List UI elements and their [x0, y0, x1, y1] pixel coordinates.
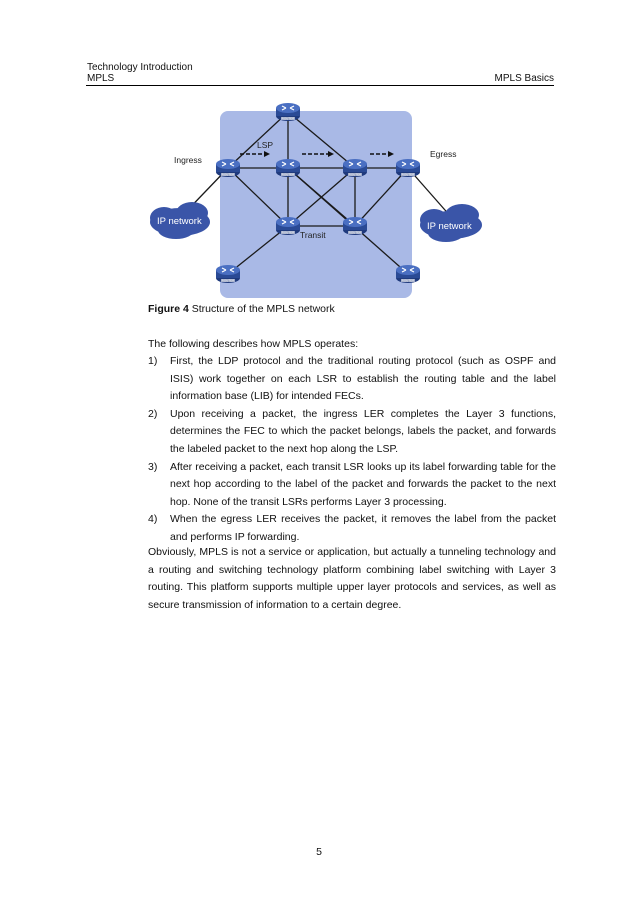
step-number: 2) — [148, 407, 158, 420]
figure-caption-prefix: Figure 4 — [148, 303, 189, 315]
step-text: When the egress LER receives the packet, it removes the label from the packet and performs IP forwarding. — [170, 513, 556, 543]
conclusion-paragraph: Obviously, MPLS is not a service or application, but actually a tunneling technology and a routing and switching technology platform combining label switching with Layer 3 routing. This platform supports multiple upper layer protocols and services, as well as secure transmission of information to a certain degree. — [148, 546, 556, 611]
mpls-domain-area — [220, 111, 412, 298]
steps-list — [148, 353, 556, 547]
list-item — [148, 511, 556, 546]
step-number: 1) — [148, 355, 158, 367]
list-item — [148, 406, 556, 459]
step-text: Upon receiving a packet, the ingress LER completes the Layer 3 functions, determines the FEC to which the packet belongs, labels the packet, and forwards the labeled packet to the next hop along the LSP. — [170, 407, 556, 455]
figure-caption-text: Structure of the MPLS network — [188, 303, 335, 315]
ip-network-right-label: IP network — [427, 221, 472, 232]
router-label: ROUTER — [401, 278, 415, 283]
router-label: ROUTER — [401, 172, 415, 177]
step-text: First, the LDP protocol and the traditional routing protocol (such as OSPF and ISIS) work together on each LSR to establish the routing table and the label information base (LIB) for intended FECs. — [170, 355, 556, 403]
list-item — [148, 459, 556, 512]
router-label: ROUTER — [281, 116, 295, 121]
header-left: MPLS — [87, 73, 115, 84]
network-diagram — [140, 98, 490, 298]
router-label: ROUTER — [348, 172, 362, 177]
egress-label: Egress — [430, 149, 457, 159]
mpls-network-figure — [140, 98, 490, 298]
list-item — [148, 353, 556, 406]
header-top-line: Technology Introduction — [87, 62, 193, 73]
lsp-label: LSP — [257, 140, 274, 150]
router-label: ROUTER — [221, 278, 235, 283]
ip-network-left-label: IP network — [157, 216, 202, 227]
transit-label: Transit — [300, 230, 326, 240]
intro-paragraph: The following describes how MPLS operates: — [148, 338, 359, 350]
step-number: 3) — [148, 460, 158, 473]
step-number: 4) — [148, 513, 158, 526]
router-label: ROUTER — [221, 172, 235, 177]
header-rule — [86, 85, 554, 86]
figure-caption — [148, 303, 335, 315]
router-label: ROUTER — [281, 172, 295, 177]
page-number: 5 — [316, 846, 322, 858]
ingress-label: Ingress — [174, 155, 202, 165]
header-right: MPLS Basics — [494, 73, 554, 84]
router-label: ROUTER — [348, 230, 362, 235]
router-label: ROUTER — [281, 230, 295, 235]
step-text: After receiving a packet, each transit LSR looks up its label forwarding table for the next hop according to the label of the packet and forwards the packet to the next hop. None of the transit LSRs performs Layer 3 processing. — [170, 460, 556, 508]
